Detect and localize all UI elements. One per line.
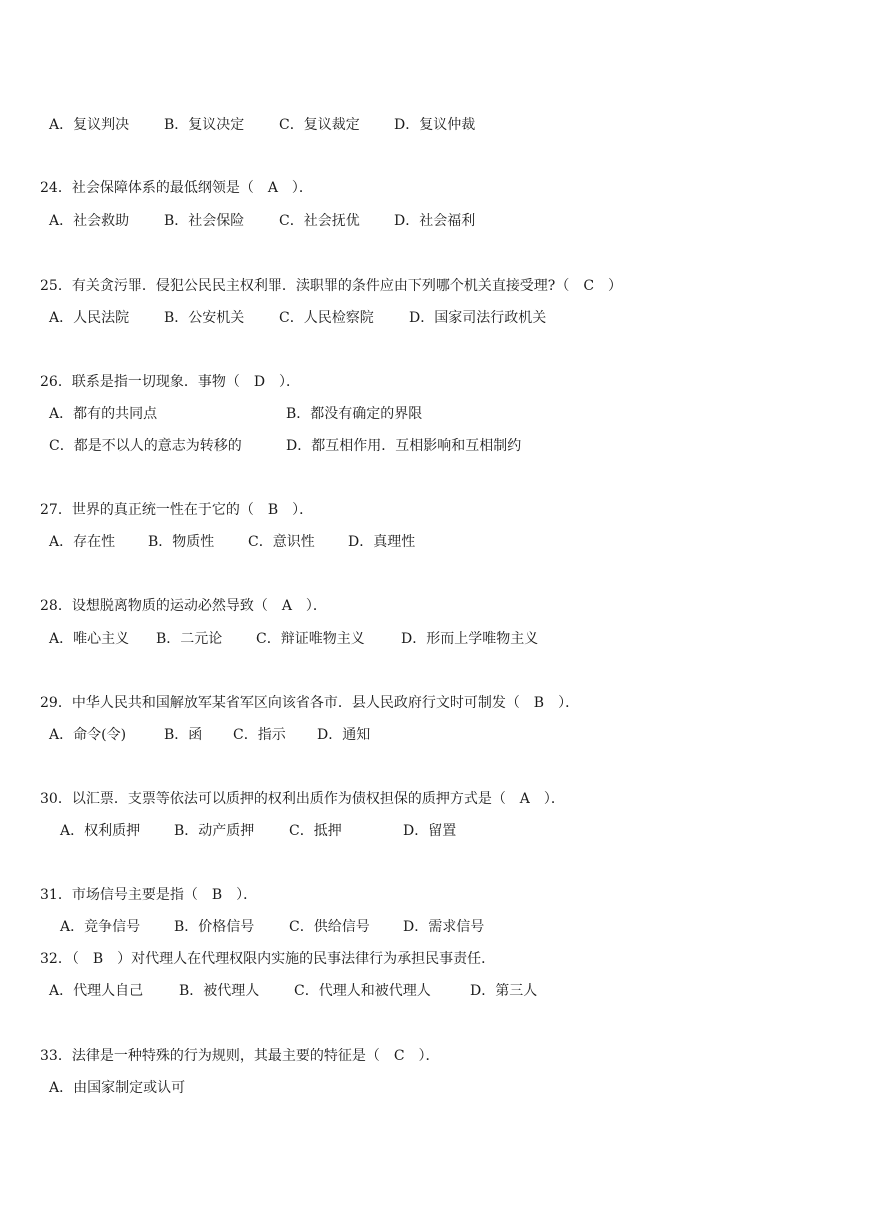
q30-stem: 30．以汇票．支票等依法可以质押的权利出质作为债权担保的质押方式是（ A ）． xyxy=(40,791,565,807)
q24-option-a: A．社会救助 xyxy=(49,213,130,229)
q24-stem: 24．社会保障体系的最低纲领是（ A ）． xyxy=(40,180,313,196)
q32-option-b: B．被代理人 xyxy=(179,983,260,999)
q30-option-d: D．留置 xyxy=(403,823,457,839)
q31-option-b: B．价格信号 xyxy=(174,919,255,935)
q26-stem: 26．联系是指一切现象．事物（ D ）． xyxy=(40,374,301,390)
q28-option-c: C．辩证唯物主义 xyxy=(256,631,365,647)
q32-stem: 32．（ B ）对代理人在代理权限内实施的民事法律行为承担民事责任． xyxy=(40,951,496,967)
q28-stem: 28．设想脱离物质的运动必然导致（ A ）． xyxy=(40,598,327,614)
q30-option-b: B．动产质押 xyxy=(174,823,255,839)
q29-option-a: A．命令(令) xyxy=(49,727,127,743)
q24-option-b: B．社会保险 xyxy=(164,213,245,229)
q24-option-c: C．社会抚优 xyxy=(279,213,360,229)
q26-option-b: B．都没有确定的界限 xyxy=(286,406,423,422)
q24-option-d: D．社会福利 xyxy=(394,213,476,229)
q33-option-a: A．由国家制定或认可 xyxy=(49,1080,186,1096)
q27-option-c: C．意识性 xyxy=(248,534,315,550)
q29-option-c: C．指示 xyxy=(233,727,286,743)
q23-option-d: D．复议仲裁 xyxy=(394,117,476,133)
q26-option-d: D．都互相作用．互相影响和互相制约 xyxy=(286,438,522,454)
q31-stem: 31．市场信号主要是指（ B ）． xyxy=(40,887,258,903)
q25-option-c: C．人民检察院 xyxy=(279,310,374,326)
q28-option-a: A．唯心主义 xyxy=(49,631,130,647)
q28-option-d: D．形而上学唯物主义 xyxy=(401,631,539,647)
q31-option-a: A．竞争信号 xyxy=(60,919,141,935)
q29-stem: 29．中华人民共和国解放军某省军区向该省各市．县人民政府行文时可制发（ B ）． xyxy=(40,695,580,711)
q25-stem: 25．有关贪污罪．侵犯公民民主权利罪．渎职罪的条件应由下列哪个机关直接受理?（ C ） xyxy=(40,278,623,294)
q27-option-a: A．存在性 xyxy=(49,534,116,550)
q23-option-a: A．复议判决 xyxy=(49,117,130,133)
q23-option-b: B．复议决定 xyxy=(164,117,245,133)
q26-option-a: A．都有的共同点 xyxy=(49,406,158,422)
q30-option-a: A．权利质押 xyxy=(60,823,141,839)
q30-option-c: C．抵押 xyxy=(289,823,342,839)
q25-option-a: A．人民法院 xyxy=(49,310,130,326)
q25-option-b: B．公安机关 xyxy=(164,310,245,326)
q27-option-d: D．真理性 xyxy=(348,534,416,550)
q26-option-c: C．都是不以人的意志为转移的 xyxy=(49,438,242,454)
q25-option-d: D．国家司法行政机关 xyxy=(409,310,547,326)
q32-option-c: C．代理人和被代理人 xyxy=(294,983,431,999)
q27-stem: 27．世界的真正统一性在于它的（ B ）． xyxy=(40,502,314,518)
q32-option-a: A．代理人自己 xyxy=(49,983,144,999)
q33-stem: 33．法律是一种特殊的行为规则，其最主要的特征是（ C ）． xyxy=(40,1048,440,1064)
q32-option-d: D．第三人 xyxy=(470,983,538,999)
q27-option-b: B．物质性 xyxy=(148,534,215,550)
q31-option-d: D．需求信号 xyxy=(403,919,485,935)
q31-option-c: C．供给信号 xyxy=(289,919,370,935)
q29-option-d: D．通知 xyxy=(317,727,371,743)
q28-option-b: B．二元论 xyxy=(156,631,223,647)
q23-option-c: C．复议裁定 xyxy=(279,117,360,133)
q29-option-b: B．函 xyxy=(164,727,203,743)
